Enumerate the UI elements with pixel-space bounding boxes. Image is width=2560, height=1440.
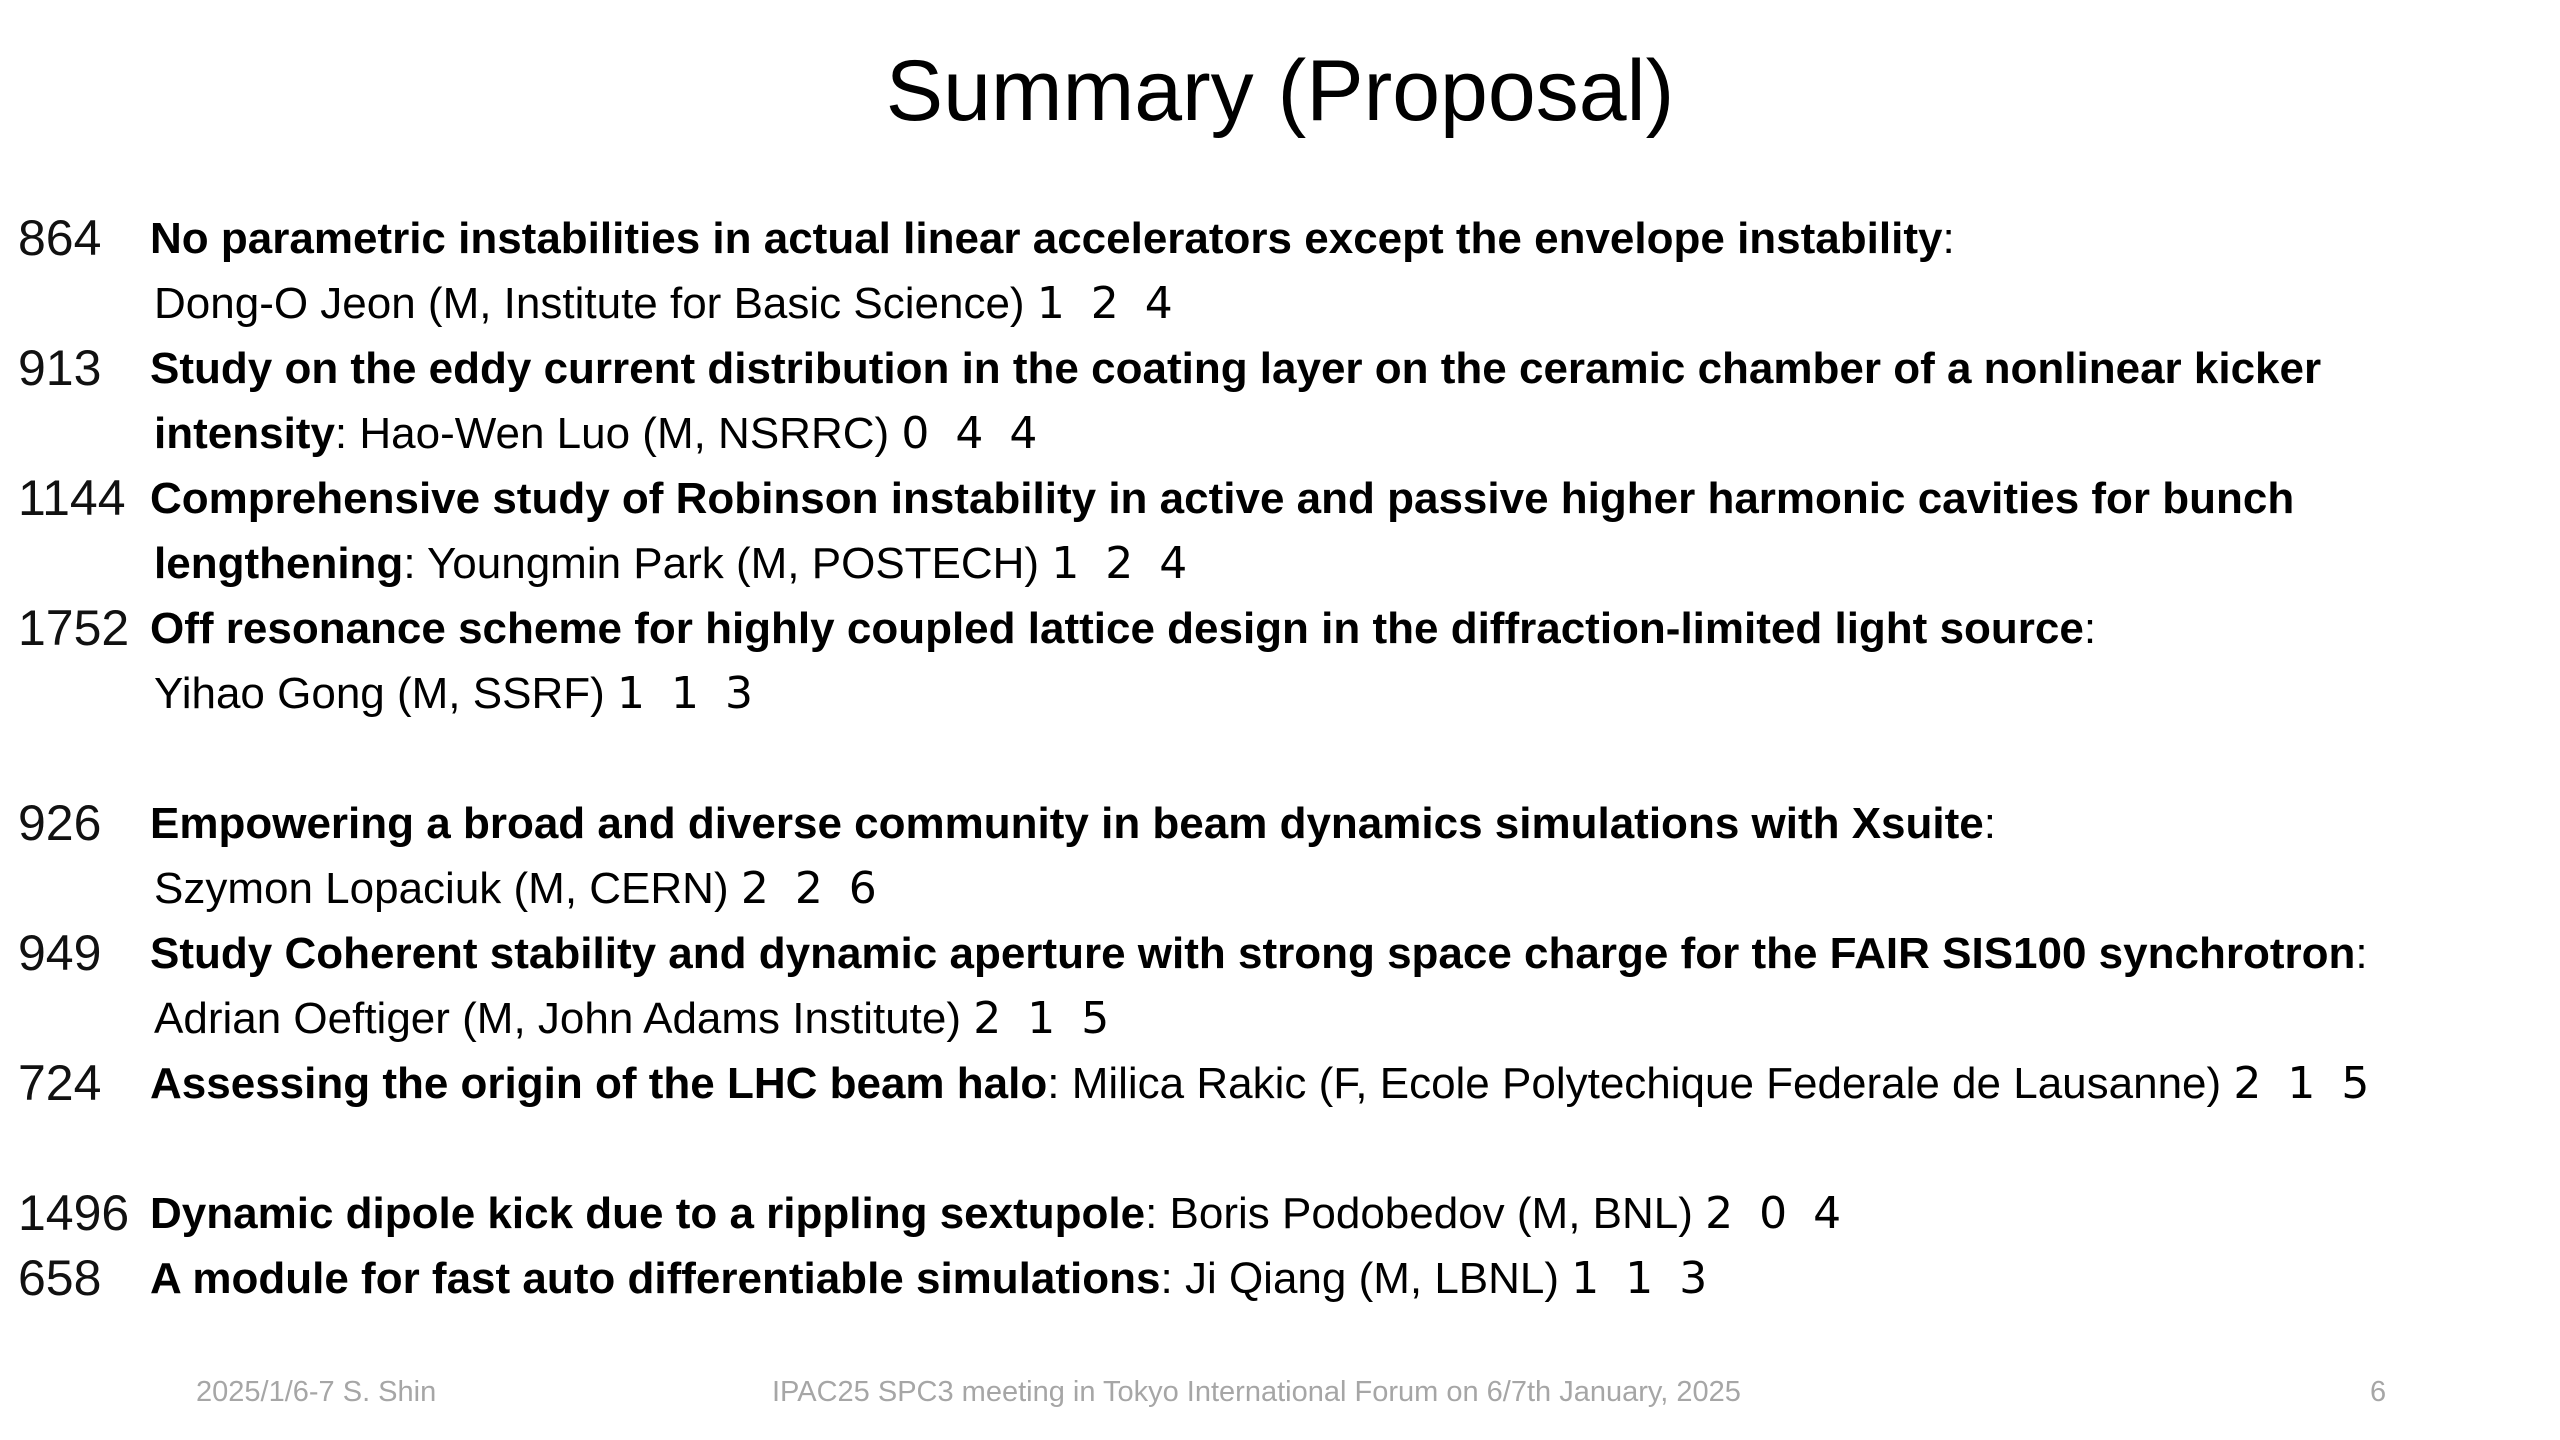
entry-text bbox=[150, 1246, 2510, 1311]
abstract-number: 949 bbox=[18, 925, 102, 981]
paper-title: Dynamic dipole kick due to a rippling sextupole bbox=[150, 1189, 1146, 1238]
paper-title: Study on the eddy current distribution in the coating layer on the ceramic chamber of a nonlinear kicker bbox=[150, 344, 2322, 393]
abstract-number: 658 bbox=[18, 1250, 102, 1306]
author-line bbox=[150, 986, 2510, 1051]
abstract-number: 926 bbox=[18, 795, 102, 851]
author: Szymon Lopaciuk (M, CERN) bbox=[154, 864, 729, 913]
author-line bbox=[150, 856, 2510, 921]
separator: : bbox=[1160, 1254, 1173, 1303]
author-line bbox=[150, 271, 2510, 336]
author-line bbox=[150, 401, 2510, 466]
list-item bbox=[0, 791, 2560, 921]
list-item bbox=[0, 466, 2560, 596]
abstract-number: 913 bbox=[18, 340, 102, 396]
author-line bbox=[150, 661, 2510, 726]
entry-text bbox=[150, 1051, 2510, 1116]
separator: : bbox=[1145, 1189, 1158, 1238]
scores: 2 1 5 bbox=[973, 993, 1116, 1044]
entry-text bbox=[150, 206, 2510, 336]
separator: : bbox=[1942, 214, 1955, 263]
author: Ji Qiang (M, LBNL) bbox=[1172, 1254, 1560, 1303]
scores: 2 1 5 bbox=[2233, 1058, 2376, 1109]
list-item bbox=[0, 1246, 2560, 1311]
abstract-number: 724 bbox=[18, 1055, 102, 1111]
paper-title: Off resonance scheme for highly coupled lattice design in the diffraction-limited light source bbox=[150, 604, 2084, 653]
scores: 2 2 6 bbox=[740, 863, 883, 914]
entry-text bbox=[150, 791, 2510, 921]
list-item bbox=[0, 1051, 2560, 1116]
footer-date-author: 2025/1/6-7 S. Shin bbox=[196, 1376, 437, 1408]
paper-title: Empowering a broad and diverse community in beam dynamics simulations with Xsuite bbox=[150, 799, 1984, 848]
author: Youngmin Park (M, POSTECH) bbox=[415, 539, 1040, 588]
entry-text bbox=[150, 596, 2510, 726]
footer-meeting: IPAC25 SPC3 meeting in Tokyo International Forum on 6/7th January, 2025 bbox=[772, 1376, 1741, 1408]
paper-title: Assessing the origin of the LHC beam halo bbox=[150, 1059, 1048, 1108]
separator: : bbox=[2355, 929, 2368, 978]
abstract-number: 1496 bbox=[18, 1185, 130, 1241]
abstract-number: 1144 bbox=[18, 470, 126, 526]
entry-text bbox=[150, 466, 2510, 596]
list-item bbox=[0, 596, 2560, 726]
list-item bbox=[0, 921, 2560, 1051]
separator: : bbox=[1983, 799, 1996, 848]
group-spacer bbox=[0, 1116, 2560, 1181]
author: Yihao Gong (M, SSRF) bbox=[154, 669, 605, 718]
scores: 1 1 3 bbox=[1571, 1253, 1714, 1304]
page-number: 6 bbox=[2370, 1376, 2387, 1408]
separator: : bbox=[403, 539, 416, 588]
paper-title: Comprehensive study of Robinson instability in active and passive higher harmonic cavities for bunch bbox=[150, 474, 2295, 523]
list-item bbox=[0, 206, 2560, 336]
entry-text bbox=[150, 1181, 2510, 1246]
scores: 1 2 4 bbox=[1036, 278, 1179, 329]
scores: 0 4 4 bbox=[901, 408, 1044, 459]
separator: : bbox=[334, 409, 348, 458]
author: Dong-O Jeon (M, Institute for Basic Science) bbox=[154, 279, 1025, 328]
separator: : bbox=[2083, 604, 2097, 653]
group-spacer bbox=[0, 726, 2560, 791]
author-line bbox=[150, 531, 2510, 596]
entry-list bbox=[0, 206, 2560, 1311]
scores: 2 0 4 bbox=[1705, 1188, 1848, 1239]
paper-title-continued: lengthening bbox=[154, 539, 404, 588]
author: Boris Podobedov (M, BNL) bbox=[1157, 1189, 1693, 1238]
scores: 1 1 3 bbox=[616, 668, 759, 719]
paper-title: A module for fast auto differentiable simulations bbox=[150, 1254, 1161, 1303]
entry-text bbox=[150, 921, 2510, 1051]
author: Adrian Oeftiger (M, John Adams Institute) bbox=[154, 994, 962, 1043]
paper-title-continued: intensity bbox=[154, 409, 335, 458]
slide-title: Summary (Proposal) bbox=[885, 43, 1675, 139]
abstract-number: 864 bbox=[18, 210, 102, 266]
author: Milica Rakic (F, Ecole Polytechique Federale de Lausanne) bbox=[1059, 1059, 2222, 1108]
abstract-number: 1752 bbox=[18, 600, 130, 656]
paper-title: Study Coherent stability and dynamic aperture with strong space charge for the FAIR SIS100 synchrotron bbox=[150, 929, 2356, 978]
separator: : bbox=[1047, 1059, 1060, 1108]
paper-title: No parametric instabilities in actual linear accelerators except the envelope instability bbox=[150, 214, 1943, 263]
list-item bbox=[0, 336, 2560, 466]
scores: 1 2 4 bbox=[1051, 538, 1194, 589]
list-item bbox=[0, 1181, 2560, 1246]
entry-text bbox=[150, 336, 2510, 466]
author: Hao-Wen Luo (M, NSRRC) bbox=[347, 409, 890, 458]
